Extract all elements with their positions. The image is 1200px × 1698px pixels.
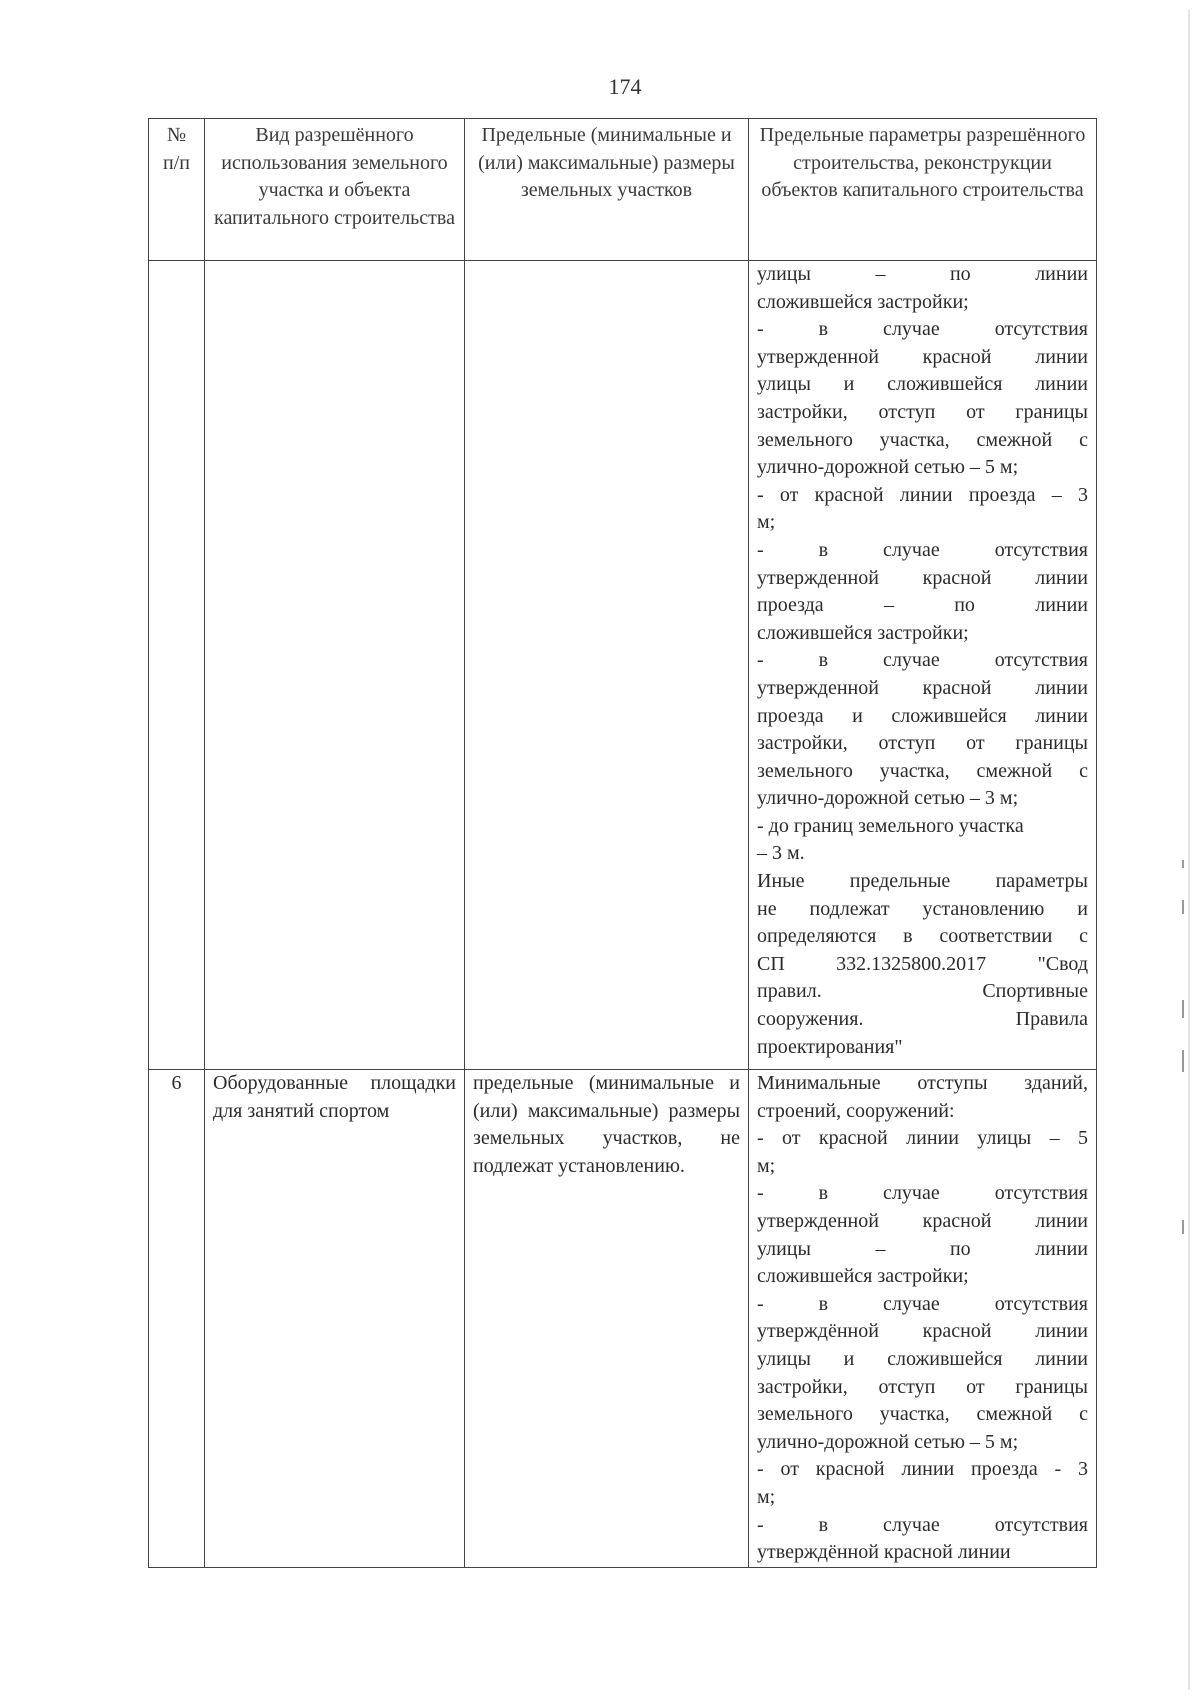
param-line: улицы – по линии bbox=[757, 263, 1088, 285]
param-line: СП 332.1325800.2017 "Свод bbox=[757, 952, 1088, 975]
param-line: застройки, отступ от границы bbox=[757, 400, 1088, 423]
cell-use-type bbox=[205, 261, 465, 1070]
param-line: м; bbox=[757, 1154, 776, 1177]
param-line: утвержденной красной линии bbox=[757, 566, 1088, 589]
scan-mark bbox=[1182, 900, 1184, 914]
param-line: м; bbox=[757, 1485, 776, 1508]
scan-mark bbox=[1182, 860, 1184, 868]
param-line: проезда – по линии bbox=[757, 594, 1088, 617]
header-num bbox=[149, 119, 205, 261]
param-line: улично-дорожной сетью – 5 м; bbox=[757, 456, 1019, 479]
param-line: сложившейся застройки; bbox=[757, 290, 969, 313]
param-line: м; bbox=[757, 511, 776, 534]
page-number: 174 bbox=[608, 74, 642, 99]
cell-use-type: Оборудованные площадки для занятий спортом bbox=[205, 1070, 465, 1568]
param-line: утверждённой красной линии bbox=[757, 1541, 1011, 1564]
param-line: - до границ земельного участка bbox=[757, 814, 1024, 837]
param-line: - в случае отсутствия bbox=[757, 1292, 1088, 1315]
table-header-row bbox=[149, 119, 1097, 261]
param-line: сложившейся застройки; bbox=[757, 1265, 969, 1288]
table-row-continued bbox=[149, 261, 1097, 1070]
cell-build-params bbox=[749, 261, 1097, 1070]
param-line: улицы и сложившейся линии bbox=[757, 373, 1088, 396]
param-line: - в случае отсутствия bbox=[757, 538, 1088, 561]
param-line: сложившейся застройки; bbox=[757, 621, 969, 644]
param-line: Иные предельные параметры bbox=[757, 870, 1088, 893]
param-line: утвержденной красной линии bbox=[757, 1209, 1088, 1232]
scan-mark bbox=[1182, 1220, 1184, 1234]
header-use-type: Вид разрешённого использования земельного участка и объекта капитального строительства bbox=[205, 119, 465, 261]
scan-mark bbox=[1182, 1000, 1184, 1018]
table-row-6 bbox=[149, 1070, 1097, 1568]
param-line: застройки, отступ от границы bbox=[757, 732, 1088, 755]
param-line: - от красной линии улицы – 5 bbox=[757, 1127, 1088, 1150]
param-line: определяются в соответствии с bbox=[757, 925, 1088, 948]
param-line: утвержденной красной линии bbox=[757, 676, 1088, 699]
land-use-table bbox=[148, 118, 1097, 1568]
param-line: застройки, отступ от границы bbox=[757, 1375, 1088, 1398]
param-line: Минимальные отступы зданий, bbox=[757, 1072, 1088, 1094]
cell-plot-size: предельные (минимальные и (или) максимальные) размеры земельных участков, не подлежат установлению. bbox=[465, 1070, 749, 1568]
param-line: утверждённой красной линии bbox=[757, 1320, 1088, 1343]
param-line: проезда и сложившейся линии bbox=[757, 704, 1088, 727]
cell-build-params bbox=[749, 1070, 1097, 1568]
param-line: - в случае отсутствия bbox=[757, 318, 1088, 341]
param-line: - от красной линии проезда – 3 bbox=[757, 483, 1088, 506]
param-line: не подлежат установлению и bbox=[757, 897, 1088, 920]
param-line: утвержденной красной линии bbox=[757, 345, 1088, 368]
param-line: земельного участка, смежной с bbox=[757, 759, 1088, 782]
param-line: - от красной линии проезда - 3 bbox=[757, 1458, 1088, 1481]
scan-edge-line bbox=[1188, 10, 1190, 1690]
param-line: – 3 м. bbox=[757, 842, 805, 865]
param-line: земельного участка, смежной с bbox=[757, 428, 1088, 451]
cell-plot-size bbox=[465, 261, 749, 1070]
param-line: проектирования" bbox=[757, 1035, 903, 1058]
header-plot-size: Предельные (минимальные и (или) максимальные) размеры земельных участков bbox=[465, 119, 749, 261]
header-num-line-2: п/п bbox=[163, 151, 190, 174]
param-line: улично-дорожной сетью – 3 м; bbox=[757, 787, 1019, 810]
scan-mark bbox=[1182, 1050, 1184, 1072]
param-line: улицы – по линии bbox=[757, 1237, 1088, 1260]
param-line: улично-дорожной сетью – 5 м; bbox=[757, 1430, 1019, 1453]
param-line: улицы и сложившейся линии bbox=[757, 1347, 1088, 1370]
param-line: - в случае отсутствия bbox=[757, 649, 1088, 672]
param-line: сооружения. Правила bbox=[757, 1008, 1088, 1031]
header-build-params: Предельные параметры разрешённого строительства, реконструкции объектов капитального строительства bbox=[749, 119, 1097, 261]
param-line: земельного участка, смежной с bbox=[757, 1403, 1088, 1426]
param-line: - в случае отсутствия bbox=[757, 1182, 1088, 1205]
cell-num: 6 bbox=[149, 1070, 205, 1568]
header-num-line-1: № bbox=[166, 124, 187, 146]
param-line: - в случае отсутствия bbox=[757, 1513, 1088, 1536]
param-line: строений, сооружений: bbox=[757, 1099, 955, 1122]
param-line: правил. Спортивные bbox=[757, 980, 1088, 1003]
cell-num bbox=[149, 261, 205, 1070]
